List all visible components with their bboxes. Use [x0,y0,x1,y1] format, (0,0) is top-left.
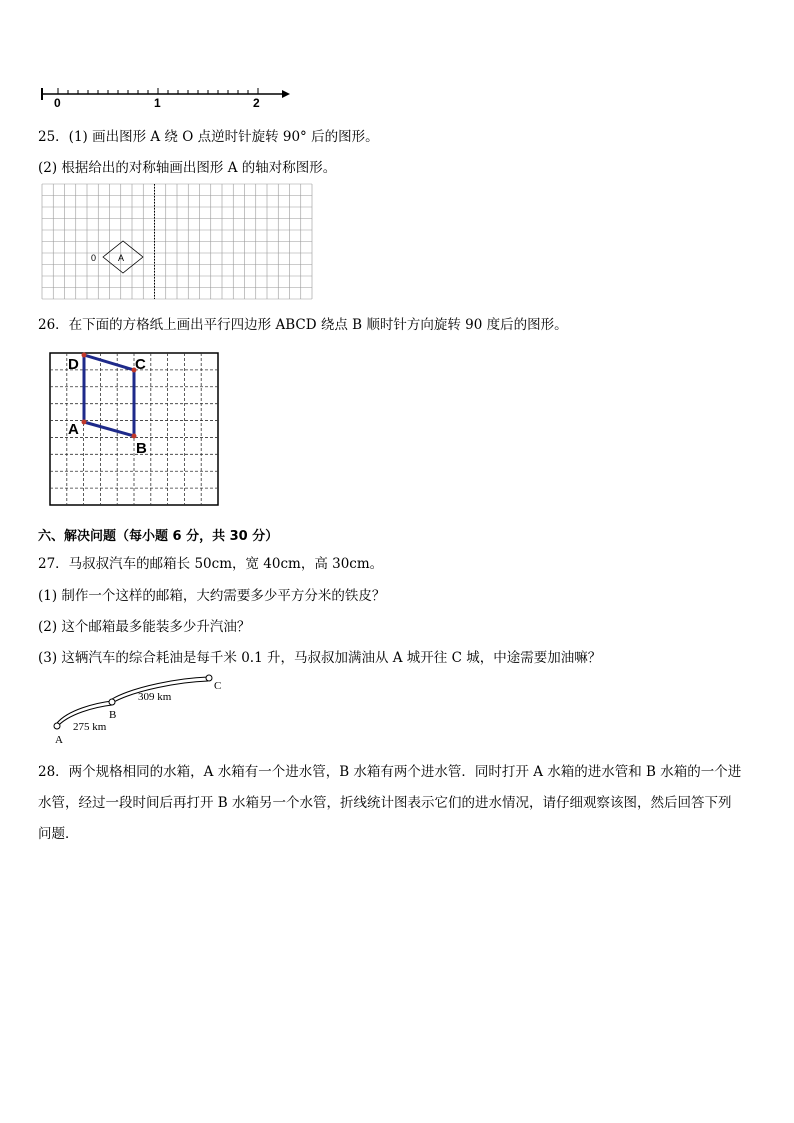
number-line-label-1: 1 [154,96,161,110]
parallelogram-abcd [84,355,134,436]
distance-bc-label: 309 km [138,691,172,703]
q28-line1: 28．两个规格相同的水箱，A 水箱有一个进水管，B 水箱有两个进水管．同时打开 A 水箱的进水管和 B 水箱的一个进 [38,764,742,780]
number-line [0,78,794,118]
city-a-label: A [55,734,63,746]
route-diagram [40,672,260,752]
point-o-label: 0 [91,253,97,263]
vertex-d-label: D [68,356,79,373]
vertex-b-label: B [136,440,147,457]
vertex-c-label: C [135,356,146,373]
q26-grid-figure [45,350,225,510]
q28-line3: 问题． [38,826,79,842]
q28-line2: 水管，经过一段时间后再打开 B 水箱另一个水管，折线统计图表示它们的进水情况，请仔细观察该图，然后回答下列 [38,795,732,811]
q25-part2: (2) 根据给出的对称轴画出图形 A 的轴对称图形。 [38,160,337,176]
city-c-label: C [214,680,222,692]
vertex-a-label: A [68,421,79,438]
number-line-label-2: 2 [253,96,260,110]
q25-part1: 25．(1) 画出图形 A 绕 O 点逆时针旋转 90° 后的图形。 [38,129,379,145]
number-line-label-0: 0 [54,96,61,110]
q27-text: 27．马叔叔汽车的邮箱长 50cm，宽 40cm，高 30cm。 [38,556,384,572]
q25-grid-figure [40,184,320,304]
distance-ab-label: 275 km [73,721,107,733]
q27-part3: (3) 这辆汽车的综合耗油是每千米 0.1 升，马叔叔加满油从 A 城开往 C 城，中途需要加油嘛？ [38,650,602,666]
q27-part1: (1) 制作一个这样的邮箱，大约需要多少平方分米的铁皮？ [38,588,386,604]
shape-a-label: A [118,253,125,263]
q27-part2: (2) 这个邮箱最多能装多少升汽油？ [38,619,251,635]
city-b-label: B [109,709,117,721]
q26-text: 26．在下面的方格纸上画出平行四边形 ABCD 绕点 B 顺时针方向旋转 90 度后的图形。 [38,317,568,333]
section-6-title: 六、解决问题（每小题 6 分，共 30 分） [38,529,279,544]
